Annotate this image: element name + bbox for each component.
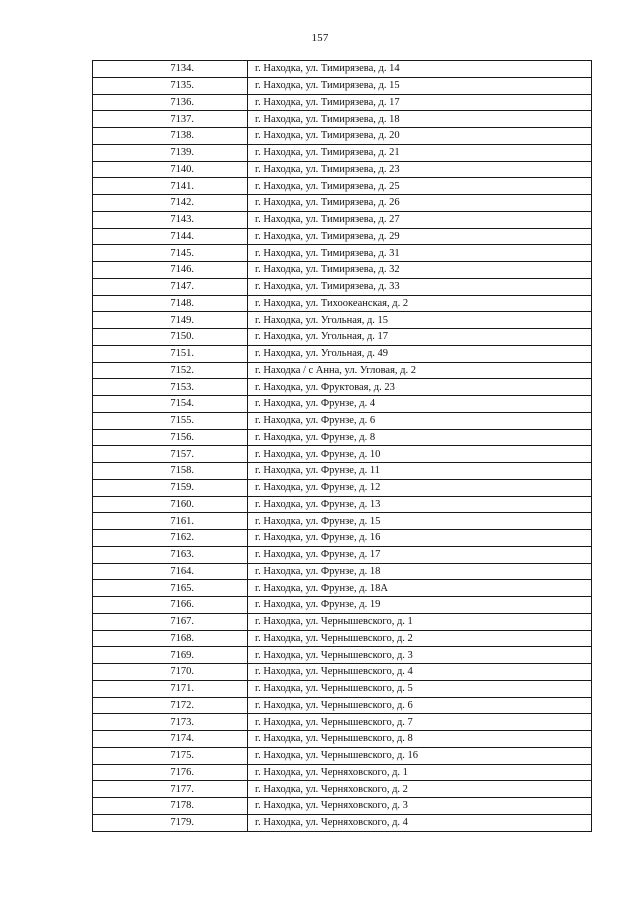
table-row (93, 446, 592, 463)
table-row (93, 195, 592, 212)
row-address: г. Находка, ул. Тимирязева, д. 14 (248, 61, 592, 78)
row-address: г. Находка, ул. Чернышевского, д. 6 (248, 697, 592, 714)
row-address: г. Находка, ул. Тимирязева, д. 18 (248, 111, 592, 128)
table-row (93, 128, 592, 145)
row-number: 7170. (93, 664, 248, 681)
table-row (93, 731, 592, 748)
table-row (93, 664, 592, 681)
row-address: г. Находка, ул. Тимирязева, д. 20 (248, 128, 592, 145)
row-address: г. Находка, ул. Фруктовая, д. 23 (248, 379, 592, 396)
address-table-body (93, 61, 592, 832)
row-address: г. Находка, ул. Фрунзе, д. 18 (248, 563, 592, 580)
row-number: 7165. (93, 580, 248, 597)
row-address: г. Находка, ул. Фрунзе, д. 10 (248, 446, 592, 463)
row-number: 7158. (93, 463, 248, 480)
row-number: 7156. (93, 429, 248, 446)
row-number: 7153. (93, 379, 248, 396)
row-address: г. Находка, ул. Тимирязева, д. 15 (248, 77, 592, 94)
row-number: 7159. (93, 479, 248, 496)
row-number: 7147. (93, 278, 248, 295)
row-address: г. Находка, ул. Фрунзе, д. 18А (248, 580, 592, 597)
table-row (93, 630, 592, 647)
table-row (93, 814, 592, 831)
row-number: 7166. (93, 597, 248, 614)
row-number: 7176. (93, 764, 248, 781)
row-number: 7152. (93, 362, 248, 379)
row-address: г. Находка, ул. Тимирязева, д. 17 (248, 94, 592, 111)
row-address: г. Находка, ул. Чернышевского, д. 3 (248, 647, 592, 664)
table-row (93, 747, 592, 764)
row-number: 7140. (93, 161, 248, 178)
table-row (93, 245, 592, 262)
table-row (93, 647, 592, 664)
row-address: г. Находка, ул. Тимирязева, д. 27 (248, 211, 592, 228)
row-address: г. Находка, ул. Угольная, д. 15 (248, 312, 592, 329)
row-address: г. Находка, ул. Черняховского, д. 1 (248, 764, 592, 781)
row-number: 7141. (93, 178, 248, 195)
row-address: г. Находка, ул. Тимирязева, д. 25 (248, 178, 592, 195)
row-number: 7135. (93, 77, 248, 94)
row-address: г. Находка, ул. Черняховского, д. 2 (248, 781, 592, 798)
row-address: г. Находка, ул. Чернышевского, д. 7 (248, 714, 592, 731)
row-number: 7160. (93, 496, 248, 513)
table-row (93, 61, 592, 78)
address-table (92, 60, 592, 832)
table-row (93, 798, 592, 815)
table-row (93, 680, 592, 697)
row-number: 7171. (93, 680, 248, 697)
row-address: г. Находка, ул. Чернышевского, д. 8 (248, 731, 592, 748)
table-row (93, 580, 592, 597)
row-address: г. Находка / с Анна, ул. Угловая, д. 2 (248, 362, 592, 379)
row-address: г. Находка, ул. Фрунзе, д. 19 (248, 597, 592, 614)
row-number: 7149. (93, 312, 248, 329)
row-number: 7144. (93, 228, 248, 245)
table-row (93, 329, 592, 346)
table-row (93, 278, 592, 295)
row-address: г. Находка, ул. Тимирязева, д. 32 (248, 262, 592, 279)
table-row (93, 597, 592, 614)
row-number: 7173. (93, 714, 248, 731)
row-number: 7137. (93, 111, 248, 128)
row-number: 7134. (93, 61, 248, 78)
table-row (93, 262, 592, 279)
row-address: г. Находка, ул. Угольная, д. 49 (248, 345, 592, 362)
table-row (93, 94, 592, 111)
row-address: г. Находка, ул. Фрунзе, д. 4 (248, 396, 592, 413)
row-number: 7151. (93, 345, 248, 362)
row-number: 7163. (93, 546, 248, 563)
table-row (93, 396, 592, 413)
row-address: г. Находка, ул. Фрунзе, д. 13 (248, 496, 592, 513)
row-number: 7143. (93, 211, 248, 228)
row-number: 7172. (93, 697, 248, 714)
table-row (93, 178, 592, 195)
row-address: г. Находка, ул. Фрунзе, д. 11 (248, 463, 592, 480)
row-address: г. Находка, ул. Фрунзе, д. 8 (248, 429, 592, 446)
row-number: 7136. (93, 94, 248, 111)
row-address: г. Находка, ул. Черняховского, д. 4 (248, 814, 592, 831)
table-row (93, 530, 592, 547)
table-row (93, 77, 592, 94)
page-number: 157 (311, 32, 329, 44)
table-row (93, 345, 592, 362)
row-address: г. Находка, ул. Тимирязева, д. 21 (248, 144, 592, 161)
row-number: 7168. (93, 630, 248, 647)
row-number: 7164. (93, 563, 248, 580)
table-row (93, 714, 592, 731)
table-row (93, 111, 592, 128)
table-row (93, 697, 592, 714)
row-address: г. Находка, ул. Фрунзе, д. 16 (248, 530, 592, 547)
row-number: 7139. (93, 144, 248, 161)
table-row (93, 429, 592, 446)
row-address: г. Находка, ул. Тимирязева, д. 26 (248, 195, 592, 212)
table-row (93, 144, 592, 161)
table-row (93, 513, 592, 530)
row-address: г. Находка, ул. Фрунзе, д. 6 (248, 412, 592, 429)
table-row (93, 764, 592, 781)
table-row (93, 496, 592, 513)
row-number: 7169. (93, 647, 248, 664)
table-row (93, 379, 592, 396)
row-address: г. Находка, ул. Чернышевского, д. 2 (248, 630, 592, 647)
table-row (93, 563, 592, 580)
row-address: г. Находка, ул. Чернышевского, д. 5 (248, 680, 592, 697)
row-number: 7157. (93, 446, 248, 463)
row-address: г. Находка, ул. Тимирязева, д. 29 (248, 228, 592, 245)
table-row (93, 463, 592, 480)
row-address: г. Находка, ул. Угольная, д. 17 (248, 329, 592, 346)
row-address: г. Находка, ул. Чернышевского, д. 4 (248, 664, 592, 681)
table-row (93, 362, 592, 379)
row-number: 7161. (93, 513, 248, 530)
table-row (93, 161, 592, 178)
row-number: 7138. (93, 128, 248, 145)
table-row (93, 228, 592, 245)
table-row (93, 412, 592, 429)
row-number: 7162. (93, 530, 248, 547)
row-number: 7167. (93, 613, 248, 630)
table-row (93, 211, 592, 228)
row-number: 7174. (93, 731, 248, 748)
row-number: 7146. (93, 262, 248, 279)
table-row (93, 546, 592, 563)
row-address: г. Находка, ул. Фрунзе, д. 12 (248, 479, 592, 496)
row-address: г. Находка, ул. Фрунзе, д. 17 (248, 546, 592, 563)
row-number: 7154. (93, 396, 248, 413)
row-number: 7145. (93, 245, 248, 262)
row-address: г. Находка, ул. Чернышевского, д. 16 (248, 747, 592, 764)
row-number: 7177. (93, 781, 248, 798)
row-number: 7179. (93, 814, 248, 831)
row-number: 7148. (93, 295, 248, 312)
row-address: г. Находка, ул. Тимирязева, д. 31 (248, 245, 592, 262)
table-row (93, 295, 592, 312)
table-row (93, 613, 592, 630)
table-row (93, 479, 592, 496)
row-number: 7178. (93, 798, 248, 815)
table-row (93, 312, 592, 329)
row-number: 7175. (93, 747, 248, 764)
row-address: г. Находка, ул. Тихоокеанская, д. 2 (248, 295, 592, 312)
row-address: г. Находка, ул. Чернышевского, д. 1 (248, 613, 592, 630)
table-row (93, 781, 592, 798)
row-number: 7142. (93, 195, 248, 212)
row-address: г. Находка, ул. Фрунзе, д. 15 (248, 513, 592, 530)
row-address: г. Находка, ул. Тимирязева, д. 23 (248, 161, 592, 178)
row-address: г. Находка, ул. Тимирязева, д. 33 (248, 278, 592, 295)
row-number: 7150. (93, 329, 248, 346)
row-number: 7155. (93, 412, 248, 429)
row-address: г. Находка, ул. Черняховского, д. 3 (248, 798, 592, 815)
